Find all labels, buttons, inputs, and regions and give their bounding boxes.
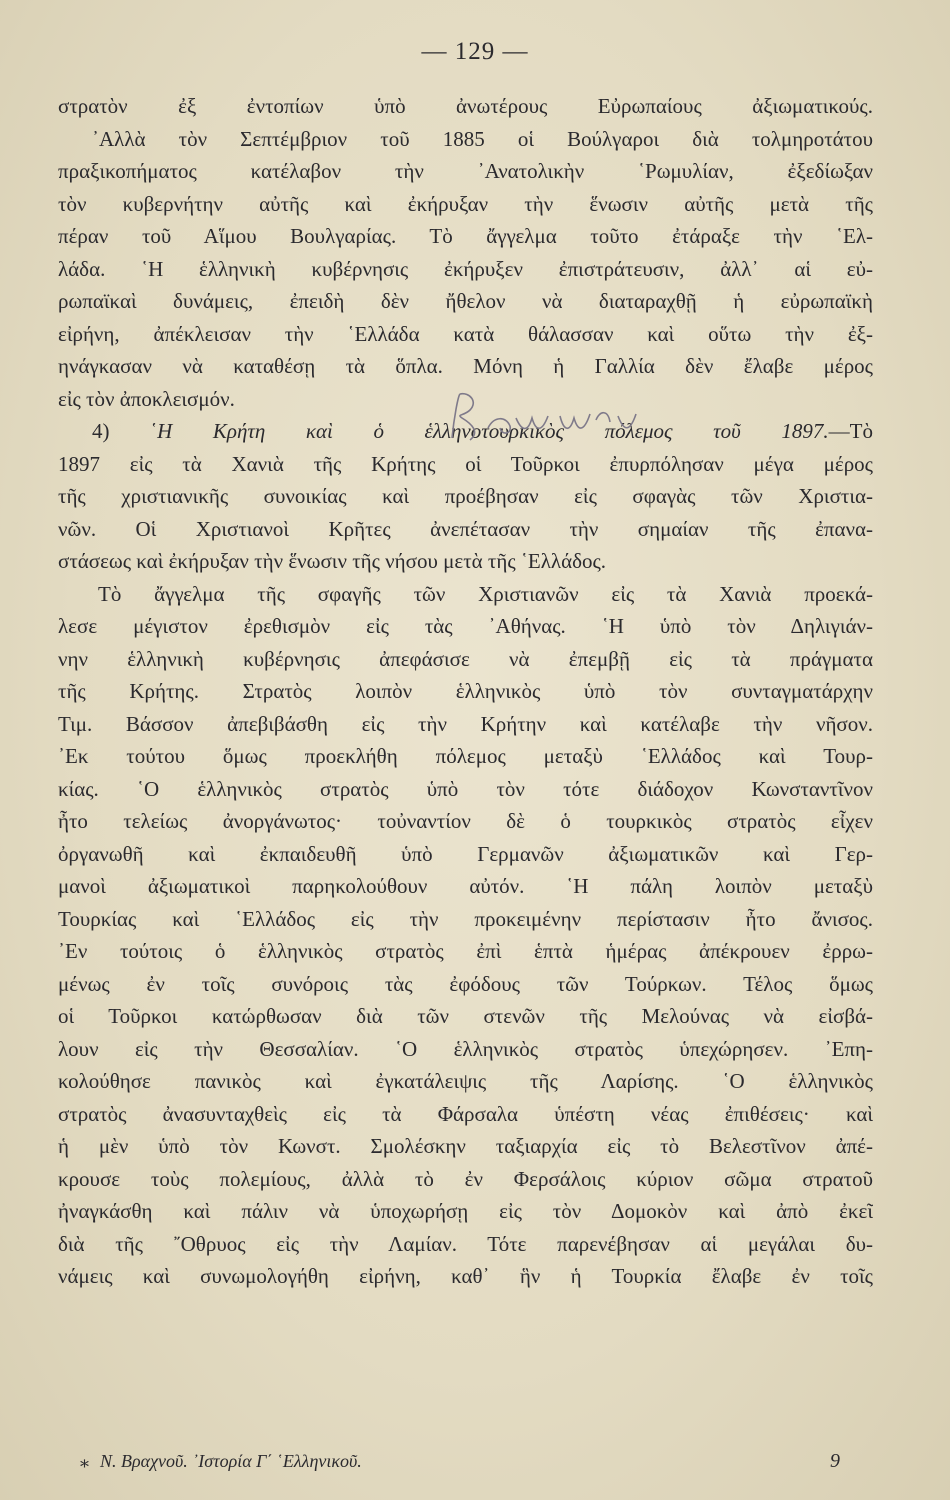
text-line: ρωπαϊκαὶ δυνάμεις, ἐπειδὴ δὲν ἤθελον νὰ διαταραχθῇ ἡ εὐρωπαϊκὴ bbox=[58, 289, 873, 313]
text-line: στάσεως καὶ ἐκήρυξαν τὴν ἕνωσιν τῆς νήσου μετὰ τῆς ῾Ελλάδος. bbox=[58, 549, 607, 573]
text-line: τὸν κυβερνήτην αὐτῆς καὶ ἐκήρυξαν τὴν ἕνωσιν αὐτῆς μετὰ τῆς bbox=[58, 191, 873, 216]
text-line: κολούθησε πανικὸς καὶ ἐγκατάλειψις τῆς Λαρίσης. ῾Ο ἑλληνικὸς bbox=[58, 1069, 873, 1093]
section-continuation: —Τὸ bbox=[828, 419, 873, 443]
section-title: ῾Η Κρήτη καὶ ὁ ἑλληνοτουρκικὸς πόλεμος τοῦ 1897. bbox=[150, 419, 829, 443]
text-line: μένως ἐν τοῖς συνόροις τὰς ἐφόδους τῶν Τούρκων. Τέλος ὅμως bbox=[58, 971, 873, 996]
text-line: τῆς Κρήτης. Στρατὸς λοιπὸν ἑλληνικὸς ὑπὸ τὸν συνταγματάρχην bbox=[58, 679, 873, 703]
text-line: λάδα. ῾Η ἑλληνικὴ κυβέρνησις ἐκήρυξεν ἐπιστράτευσιν, ἀλλ᾿ αἱ εὐ- bbox=[58, 256, 873, 281]
text-line: ᾿Εκ τούτου ὅμως προεκλήθη πόλεμος μεταξὺ ῾Ελλάδος καὶ Τουρ- bbox=[58, 744, 873, 768]
text-line: λουν εἰς τὴν Θεσσαλίαν. ῾Ο ἑλληνικὸς στρατὸς ὑπεχώρησεν. ᾿Επη- bbox=[58, 1036, 873, 1061]
page-number: — 129 — bbox=[421, 38, 529, 65]
footer-mark: ⁎ bbox=[80, 1451, 89, 1471]
text-line: ᾿Εν τούτοις ὁ ἑλληνικὸς στρατὸς ἐπὶ ἑπτὰ ἡμέρας ἀπέκρουεν ἐρρω- bbox=[58, 939, 873, 963]
text-line: ηνάγκασαν νὰ καταθέσῃ τὰ ὅπλα. Μόνη ἡ Γαλλία δὲν ἔλαβε μέρος bbox=[58, 354, 873, 378]
text-line: ἠναγκάσθη καὶ πάλιν νὰ ὑποχωρήσῃ εἰς τὸν Δομοκὸν καὶ ἀπὸ ἐκεῖ bbox=[58, 1199, 873, 1223]
text-line: Τὸ ἄγγελμα τῆς σφαγῆς τῶν Χριστιανῶν εἰς τὰ Χανιὰ προεκά- bbox=[98, 581, 873, 606]
text-line: στρατὸν ἐξ ἐντοπίων ὑπὸ ἀνωτέρους Εὐρωπαίους ἀξιωματικούς. bbox=[58, 94, 873, 118]
text-line: νάμεις καὶ συνωμολογήθη εἰρήνη, καθ᾿ ἣν ἡ Τουρκία ἔλαβε ἐν τοῖς bbox=[58, 1264, 873, 1288]
text-line: λεσε μέγιστον ἐρεθισμὸν εἰς τὰς ᾿Αθήνας. ῾Η ὑπὸ τὸν Δηλιγιάν- bbox=[58, 614, 873, 638]
text-line: διὰ τῆς ῎Οθρυος εἰς τὴν Λαμίαν. Τότε παρενέβησαν αἱ μεγάλαι δυ- bbox=[58, 1231, 873, 1256]
text-line: ἡ μὲν ὑπὸ τὸν Κωνστ. Σμολέσκην ταξιαρχία εἰς τὸ Βελεστῖνον ἀπέ- bbox=[58, 1134, 873, 1158]
text-line: πέραν τοῦ Αἵμου Βουλγαρίας. Τὸ ἄγγελμα τοῦτο ἐτάραξε τὴν ῾Ελ- bbox=[58, 224, 873, 248]
text-line: εἰς τὸν ἀποκλεισμόν. bbox=[58, 386, 235, 411]
text-line: οἱ Τοῦρκοι κατώρθωσαν διὰ τῶν στενῶν τῆς Μελούνας νὰ εἰσβά- bbox=[58, 1004, 873, 1028]
footer-signature: 9 bbox=[830, 1450, 840, 1472]
text-line: μανοὶ ἀξιωματικοὶ παρηκολούθουν αὐτόν. ῾Η πάλη λοιπὸν μεταξὺ bbox=[58, 874, 873, 898]
text-line: νην ἑλληνικὴ κυβέρνησις ἀπεφάσισε νὰ ἐπεμβῇ εἰς τὰ πράγματα bbox=[58, 646, 873, 671]
text-line: πραξικοπήματος κατέλαβον τὴν ᾿Ανατολικὴν ῾Ρωμυλίαν, ἐξεδίωξαν bbox=[58, 159, 873, 183]
section-number: 4) bbox=[92, 419, 110, 443]
text-line: στρατὸς ἀνασυνταχθεὶς εἰς τὰ Φάρσαλα ὑπέστη νέας ἐπιθέσεις· καὶ bbox=[58, 1101, 873, 1126]
body-text bbox=[58, 90, 873, 1293]
text-line: κρουσε τοὺς πολεμίους, ἀλλὰ τὸ ἐν Φερσάλοις κύριον σῶμα στρατοῦ bbox=[58, 1166, 873, 1191]
text-line: κίας. ῾Ο ἑλληνικὸς στρατὸς ὑπὸ τὸν τότε διάδοχον Κωνσταντῖνον bbox=[58, 776, 873, 801]
text-line: νῶν. Οἱ Χριστιανοὶ Κρῆτες ἀνεπέτασαν τὴν σημαίαν τῆς ἐπανα- bbox=[58, 516, 873, 541]
footer-citation: Ν. Βραχνοῦ. ᾿Ιστορία Γ΄ ῾Ελληνικοῦ. bbox=[100, 1451, 362, 1471]
text-line: τῆς χριστιανικῆς συνοικίας καὶ προέβησαν εἰς σφαγὰς τῶν Χριστια- bbox=[58, 484, 873, 508]
section-heading bbox=[58, 415, 873, 448]
text-line: ἦτο τελείως ἀνοργάνωτος· τοὐναντίον δὲ ὁ τουρκικὸς στρατὸς εἶχεν bbox=[58, 809, 873, 833]
text-line: ᾿Αλλὰ τὸν Σεπτέμβριον τοῦ 1885 οἱ Βούλγαροι διὰ τολμηροτάτου bbox=[92, 126, 873, 151]
text-line: 1897 εἰς τὰ Χανιὰ τῆς Κρήτης οἱ Τοῦρκοι ἐπυρπόλησαν μέγα μέρος bbox=[58, 451, 873, 476]
text-line: Τουρκίας καὶ ῾Ελλάδος εἰς τὴν προκειμένην περίστασιν ἦτο ἄνισος. bbox=[58, 906, 873, 931]
text-line: Τιμ. Βάσσον ἀπεβιβάσθη εἰς τὴν Κρήτην καὶ κατέλαβε τὴν νῆσον. bbox=[58, 711, 873, 736]
text-line: εἰρήνη, ἀπέκλεισαν τὴν ῾Ελλάδα κατὰ θάλασσαν καὶ οὕτω τὴν ἐξ- bbox=[58, 321, 873, 346]
text-line: ὀργανωθῆ καὶ ἐκπαιδευθῆ ὑπὸ Γερμανῶν ἀξιωματικῶν καὶ Γερ- bbox=[58, 841, 873, 866]
